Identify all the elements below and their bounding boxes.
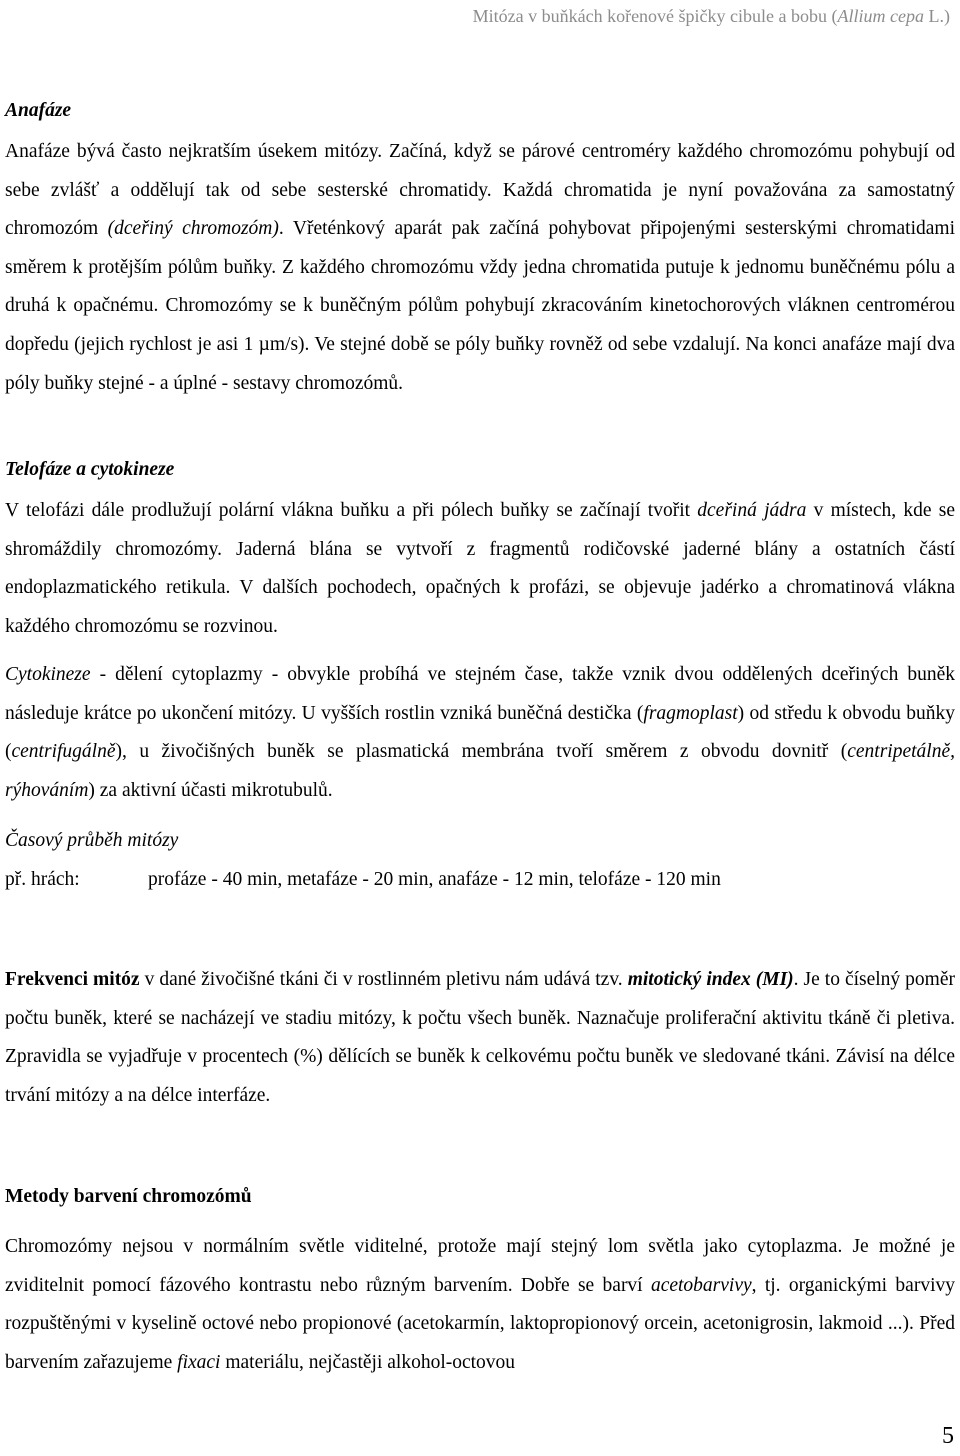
- text-run: acetobarvivy: [650, 1274, 752, 1296]
- text-run: Cytokineze: [5, 664, 91, 685]
- text-run: fixaci: [177, 1351, 221, 1373]
- text-run: ), u živočišných buněk se plasmatická membrána tvoří směrem z obvodu dovnitř (: [115, 741, 848, 763]
- section-anafaze: [5, 100, 955, 403]
- text-run: ) od středu k obvodu buňky (: [5, 702, 955, 763]
- section-cytokineze: [5, 656, 955, 810]
- text-run: V telofázi dále prodlužují polární vlákna buňku a při pólech buňky se začínají tvořit: [5, 500, 698, 521]
- running-header: [473, 6, 950, 27]
- paragraph-frekvence: [5, 961, 955, 1115]
- running-header-text: Mitóza v buňkách kořenové špičky cibule a bobu (: [472, 6, 838, 26]
- section-frekvence: [5, 961, 955, 1115]
- page-number: 5: [942, 1423, 954, 1449]
- text-run: v místech, kde se shromáždily chromozómy. Jaderná blána se vytvoří z fragmentů rodičovské jaderné blány a ostatních částí endoplazmatického retikula. V dalších pochodech, opačných k profázi, se objevuje jadérko a chromatinová vlákna každého chromozómu se rozvinou.: [5, 500, 955, 637]
- text-run: fragmoplast: [643, 702, 738, 724]
- text-run: . Je to číselný poměr počtu buněk, které se nacházejí ve stadiu mitózy, k počtu všech buněk. Naznačuje proliferační aktivitu tkáně či pletiva. Zpravidla se vyjadřuje v procentech (%) dělících se buněk k celkovému počtu buněk ve sledované tkáni. Závisí na délce trvání mitózy a na délce interfáze.: [5, 969, 955, 1106]
- heading-casovy-prubeh: Časový průběh mitózy: [5, 830, 179, 851]
- text-run: , tj. organickými barvivy rozpuštěnými v kyselině octové nebo propionové (acetokarmín, laktopropionový orcein, acetonigrosin, lakmoid ...). Před barvením zařazujeme: [5, 1274, 955, 1373]
- paragraph-cytokineze: [5, 656, 955, 810]
- text-run: - dělení cytoplazmy - obvykle probíhá ve stejném čase, takže vznik dvou oddělených dceřiných buněk následuje krátce po ukončení mitózy. U vyšších rostlin vzniká buněčná destička (: [5, 664, 955, 724]
- mitosis-timeline: [5, 869, 955, 891]
- text-run: Chromozómy nejsou v normálním světle viditelné, protože mají stejný lom světla jako cytoplazma. Je možné je zviditelnit pomocí fázového kontrastu nebo různým barvením. Dobře se barví: [5, 1236, 955, 1296]
- text-run: . Vřeténkový aparát pak začíná pohybovat připojenými sesterskými chromatidami směrem k protějším pólům buňky. Z každého chromozómu vždy jedna chromatida putuje k jednomu buněčnému pólu a druhá k opačnému. Chromozómy se k buněčným pólům pohybují zkracováním kinetochorových vláknen centromérou dopředu (jejich rychlost je asi 1 µm/s). Ve stejné době se póly buňky rovněž od sebe vzdalují. Na konci anafáze mají dva póly buňky stejné - a úplné - sestavy chromozómů.: [5, 218, 955, 394]
- text-run: mitotický index (MI): [627, 969, 794, 990]
- text-run: centrifugálně: [11, 741, 116, 763]
- text-run: Frekvenci mitóz: [5, 969, 140, 990]
- text-run: ) za aktivní účasti mikrotubulů.: [88, 779, 333, 801]
- section-telofaze: [5, 459, 955, 646]
- text-run: (dceřiný chromozóm): [107, 218, 279, 240]
- running-header-species: Allium cepa: [837, 6, 924, 26]
- paragraph-telofaze: [5, 492, 955, 646]
- text-run: v dané živočišné tkáni či v rostlinném pletivu nám udává tzv.: [139, 969, 628, 990]
- section-casovy-prubeh: [5, 830, 955, 891]
- timeline-label: př. hrách:: [5, 869, 80, 890]
- text-run: dceřiná jádra: [697, 500, 807, 521]
- timeline-value: profáze - 40 min, metafáze - 20 min, anafáze - 12 min, telofáze - 120 min: [148, 869, 721, 890]
- heading-metody: Metody barvení chromozómů: [5, 1186, 252, 1207]
- text-run: materiálu, nejčastěji alkohol-octovou: [220, 1351, 516, 1373]
- running-header-suffix: L.): [924, 6, 950, 26]
- section-metody: [5, 1186, 955, 1382]
- paragraph-metody: [5, 1228, 955, 1382]
- heading-anafaze: Anafáze: [5, 100, 72, 121]
- text-run: centripetálně, rýhováním: [5, 741, 955, 801]
- paragraph-anafaze: [5, 133, 955, 403]
- text-run: Anafáze bývá často nejkratším úsekem mitózy. Začíná, když se párové centroméry každého chromozómu pohybují od sebe zvlášť a oddělují tak od sebe sesterské chromatidy. Každá chromatida je nyní považována za samostatný chromozóm: [5, 141, 955, 240]
- heading-telofaze: Telofáze a cytokineze: [5, 459, 175, 480]
